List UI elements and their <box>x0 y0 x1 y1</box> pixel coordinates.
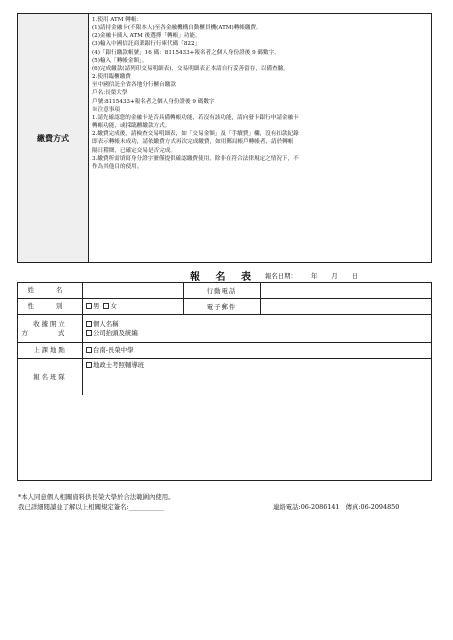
row-location <box>18 343 431 359</box>
email-field[interactable] <box>263 301 428 313</box>
payment-line: ※注意事項 <box>92 106 120 113</box>
payment-instructions <box>92 16 428 171</box>
location-value: 台南-長榮中學 <box>93 346 134 354</box>
payment-line: (5)輸入「轉帳金額」。 <box>92 57 148 64</box>
payment-line: (3)輸入中國信託商業銀行行庫代碼「822」 <box>92 41 201 48</box>
gender-options <box>86 299 117 314</box>
email-label: 電子郵件 <box>206 303 237 311</box>
registration-form <box>17 282 432 481</box>
consent-text: *本人同意個人相關資料供長榮大學於合法範圍內使用。 <box>18 493 175 501</box>
contact-fax: 傳真:06-2094850 <box>345 503 400 511</box>
contact-phone: 連絡電話:06-2086141 <box>273 503 340 511</box>
gender-female-label: 女 <box>110 302 117 310</box>
location-label: 上課地點 <box>18 343 83 358</box>
location-checkbox[interactable] <box>86 347 92 353</box>
date-month: 月 <box>331 272 338 280</box>
payment-line: 即表示轉帳未成功，請依繳費方式再次完成繳費，如用郵局帳戶轉帳者，請於轉帳 <box>92 139 294 146</box>
gender-label: 性 別 <box>18 299 83 314</box>
receipt-company-label: 公司抬頭及統編 <box>93 328 138 337</box>
date-day: 日 <box>351 272 359 280</box>
row-gender <box>18 299 431 315</box>
payment-line: 轉帳功能，或採臨櫃繳款方式。 <box>92 123 171 130</box>
receipt-options <box>86 315 138 342</box>
payment-line: 作為其他目的使用。 <box>92 163 143 170</box>
row-name <box>18 283 431 299</box>
date-year: 年 <box>310 272 318 280</box>
phone-label: 行動電話 <box>206 287 237 295</box>
receipt-personal-checkbox[interactable] <box>86 321 92 327</box>
payment-line: 戶號:8115433+報名者之個人身份證後 9 碼數字 <box>92 98 215 105</box>
class-label: 報名班隊 <box>18 359 83 395</box>
payment-line: (2)金融卡插入 ATM 後選擇「轉帳」功能。 <box>92 33 201 40</box>
receipt-personal-label: 個人名稱 <box>93 319 119 328</box>
receipt-label-line-1: 收據開立 <box>33 320 67 328</box>
payment-line: 1.使用 ATM 轉帳： <box>92 17 143 23</box>
receipt-label <box>18 315 83 342</box>
registration-title: 報 名 表 <box>190 272 257 283</box>
signature-line: 我已詳細閱讀並了解以上相關規定簽名:___________ <box>18 502 164 511</box>
payment-line: 2.使用臨櫃繳費 <box>92 74 131 81</box>
row-class <box>18 359 431 395</box>
payment-line: (6)完成繳款(請列印交易明細表)，交易明細表正本請自行妥善留存，以備查驗。 <box>92 65 289 72</box>
class-checkbox[interactable] <box>86 362 92 368</box>
payment-line: 3.繳費所需填寫身分證字號僅提供確認繳費使用，除非在符合法律規定之情況下，不 <box>92 155 299 162</box>
date-label: 報名日期： <box>265 272 297 280</box>
name-label: 姓 名 <box>18 283 83 298</box>
payment-line: 2.繳費完成後，請檢查交易明細表，如「交易金額」及「手續費」欄，沒有扣款紀錄 <box>92 131 299 138</box>
payment-line: 戶名:長榮大學 <box>92 90 128 97</box>
registration-date <box>265 271 358 280</box>
contact-info <box>273 502 399 511</box>
phone-field[interactable] <box>263 285 428 297</box>
gender-female-checkbox[interactable] <box>103 303 109 309</box>
gender-male-label: 男 <box>93 302 100 310</box>
payment-method-label: 繳費方式 <box>18 14 89 262</box>
payment-line: 至中國信託全省各地分行櫃台繳款 <box>92 82 176 89</box>
payment-line: 隔日稽閱，已確定交易是否完成。 <box>92 147 176 154</box>
payment-table <box>17 13 432 263</box>
receipt-company-checkbox[interactable] <box>86 330 92 336</box>
payment-line: 1.請先確認您的金融卡是否具備轉帳功能，若沒有該功能，請向發卡銀行申請金融卡 <box>92 114 299 121</box>
class-value: 地政士考照輔導班 <box>93 361 145 369</box>
payment-line: (4)「銀行繳款帳號」16 碼：8115433+報名者之個人身份證後 9 碼數字。 <box>92 49 280 56</box>
row-receipt <box>18 315 431 343</box>
name-field[interactable] <box>86 285 180 297</box>
gender-male-checkbox[interactable] <box>86 303 92 309</box>
receipt-label-line-2: 方 式 <box>21 328 79 337</box>
payment-line: (1)請持金融卡(不限本人)至各金融機構自動櫃員機(ATM)轉帳繳費。 <box>92 25 262 32</box>
footer <box>18 493 175 512</box>
